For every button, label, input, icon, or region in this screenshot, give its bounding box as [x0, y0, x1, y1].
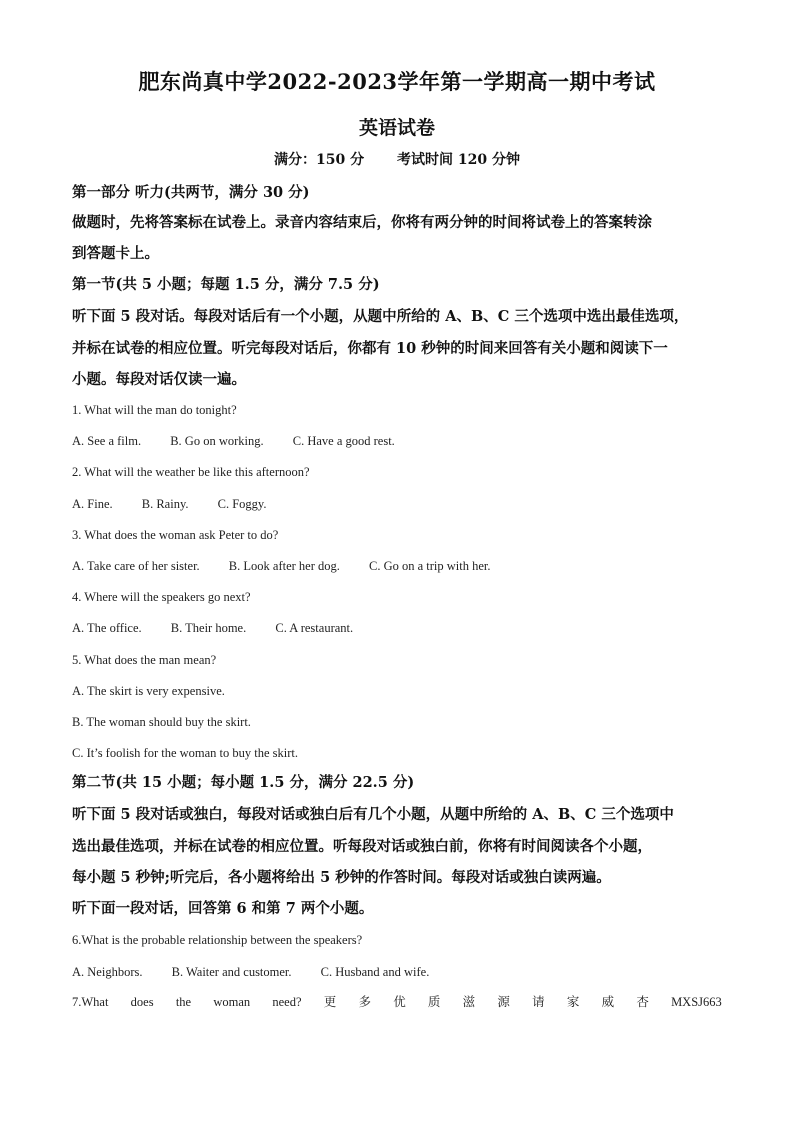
- q7-word: 源: [497, 995, 510, 1009]
- option: A. See a film.: [72, 434, 142, 448]
- question-3-options: [72, 558, 724, 574]
- q7-word: MXSJ663: [671, 995, 722, 1009]
- q7-word: the: [175, 995, 192, 1009]
- option: B. Look after her dog.: [228, 559, 340, 573]
- q7-word: 优: [393, 995, 406, 1009]
- question-4-options: [72, 620, 724, 636]
- section2-heading: 第二节(共 15 小题；每小题 1.5 分，满分 22.5 分): [72, 774, 415, 791]
- full-score: 满分：150 分: [274, 152, 365, 168]
- exam-time: 考试时间 120 分钟: [397, 152, 520, 168]
- exam-meta: [0, 149, 794, 169]
- option: A. Take care of her sister.: [72, 559, 200, 573]
- exam-title: 肥东尚真中学2022-2023学年第一学期高一期中考试: [138, 69, 656, 94]
- question-1: 1. What will the man do tonight?: [72, 403, 237, 417]
- part1-instruction-1: 做题时，先将答案标在试卷上。录音内容结束后，你将有两分钟的时间将试卷上的答案转涂: [72, 214, 652, 231]
- q7-word: 杏: [636, 995, 649, 1009]
- option: A. The office.: [72, 621, 142, 635]
- option: C. Have a good rest.: [292, 434, 395, 448]
- q7-word: 滋: [462, 995, 476, 1009]
- question-5-option-a: A. The skirt is very expensive.: [72, 684, 225, 698]
- question-2-options: [72, 496, 724, 512]
- q7-word: 多: [358, 995, 371, 1009]
- question-5-option-b: B. The woman should buy the skirt.: [72, 715, 251, 729]
- option: B. Go on working.: [170, 434, 264, 448]
- section2-sub-instruction: 听下面一段对话，回答第 6 和第 7 两个小题。: [72, 900, 374, 917]
- section2-instruction-1: 听下面 5 段对话或独白，每段对话或独白后有几个小题，从题中所给的 A、B、C 三个选项中: [72, 806, 674, 823]
- q7-word: 7.What: [72, 995, 109, 1009]
- option: C. A restaurant.: [275, 621, 354, 635]
- option: A. Fine.: [72, 497, 113, 511]
- section1-instruction-3: 小题。每段对话仅读一遍。: [72, 371, 246, 388]
- question-5: 5. What does the man mean?: [72, 653, 217, 667]
- option: C. Husband and wife.: [320, 965, 430, 979]
- q7-word: 质: [427, 995, 441, 1009]
- option: B. Rainy.: [141, 497, 189, 511]
- section1-instruction-2: 并标在试卷的相应位置。听完每段对话后，你都有 10 秒钟的时间来回答有关小题和阅读下一: [72, 340, 668, 357]
- question-2: 2. What will the weather be like this afternoon?: [72, 465, 310, 479]
- section2-instruction-3: 每小题 5 秒钟;听完后，各小题将给出 5 秒钟的作答时间。每段对话或独白读两遍。: [72, 869, 611, 886]
- q7-word: 请: [532, 995, 545, 1009]
- question-3: 3. What does the woman ask Peter to do?: [72, 528, 279, 542]
- section1-heading: 第一节(共 5 小题；每题 1.5 分，满分 7.5 分): [72, 276, 380, 293]
- question-1-options: [72, 433, 724, 449]
- question-5-option-c: C. It’s foolish for the woman to buy the skirt.: [72, 746, 299, 760]
- option: B. Their home.: [170, 621, 247, 635]
- q7-word: need?: [272, 995, 302, 1009]
- question-6: 6.What is the probable relationship between the speakers?: [72, 933, 363, 947]
- question-4: 4. Where will the speakers go next?: [72, 590, 251, 604]
- option: A. Neighbors.: [72, 965, 143, 979]
- option: C. Go on a trip with her.: [369, 559, 491, 573]
- q7-word: does: [130, 995, 154, 1009]
- part1-instruction-2: 到答题卡上。: [72, 245, 159, 262]
- section2-instruction-2: 选出最佳选项，并标在试卷的相应位置。听每段对话或独白前，你将有时间阅读各个小题，: [72, 838, 652, 855]
- q7-word: 家: [566, 995, 580, 1009]
- exam-subtitle: 英语试卷: [358, 117, 435, 139]
- option: B. Waiter and customer.: [171, 965, 292, 979]
- q7-word: 威: [601, 995, 615, 1009]
- question-7: [72, 994, 722, 1010]
- section1-instruction-1: 听下面 5 段对话。每段对话后有一个小题，从题中所给的 A、B、C 三个选项中选出最佳选项，: [72, 308, 689, 325]
- option: C. Foggy.: [217, 497, 267, 511]
- q7-word: woman: [213, 995, 251, 1009]
- q7-word: 更: [323, 995, 337, 1009]
- question-6-options: [72, 964, 724, 980]
- part1-heading: 第一部分 听力(共两节，满分 30 分): [72, 184, 310, 201]
